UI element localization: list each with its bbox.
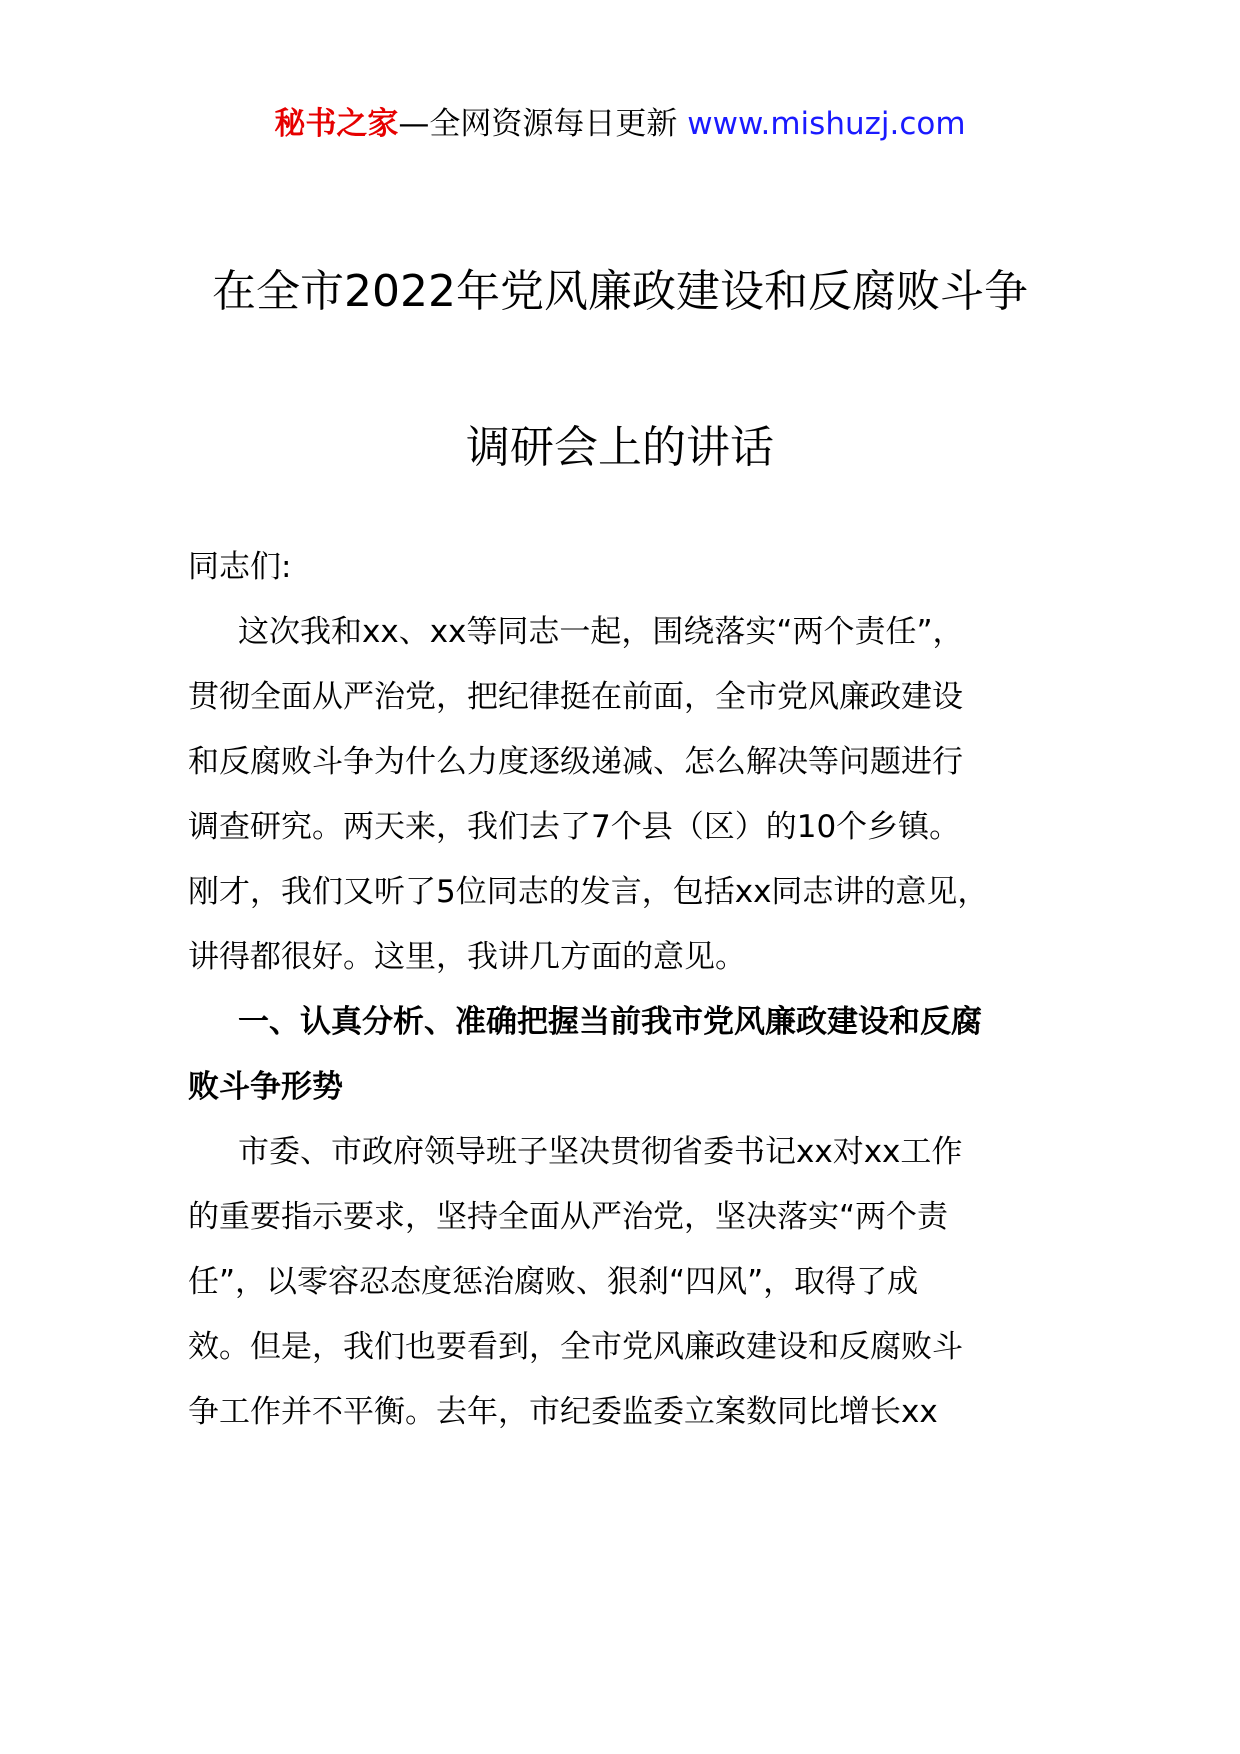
document-body xyxy=(188,535,1088,1445)
paragraph-line: 和反腐败斗争为什么力度逐级递减、怎么解决等问题进行 xyxy=(188,744,963,780)
section-heading-line: 败斗争形势 xyxy=(188,1069,343,1105)
brand-name: 秘书之家 xyxy=(274,106,399,142)
paragraph-line: 刚才，我们又听了5位同志的发言，包括xx同志讲的意见， xyxy=(188,874,989,910)
paragraph-line: 的重要指示要求，坚持全面从严治党，坚决落实“两个责 xyxy=(188,1199,949,1235)
paragraph-line: 市委、市政府领导班子坚决贯彻省委书记xx对xx工作 xyxy=(238,1134,963,1170)
paragraph-line: 效。但是，我们也要看到，全市党风廉政建设和反腐败斗 xyxy=(188,1329,963,1365)
document-title-line-1: 在全市2022年党风廉政建设和反腐败斗争 xyxy=(212,266,1028,317)
section-heading-line: 一、认真分析、准确把握当前我市党风廉政建设和反腐 xyxy=(238,1004,982,1040)
salutation: 同志们: xyxy=(188,549,292,585)
paragraph-line: 讲得都很好。这里，我讲几方面的意见。 xyxy=(188,939,746,975)
site-url[interactable]: www.mishuzj.com xyxy=(687,106,966,142)
header-tagline: —全网资源每日更新 xyxy=(398,106,688,142)
paragraph-line: 任”，以零容忍态度惩治腐败、狠刹“四风”，取得了成 xyxy=(188,1264,919,1300)
paragraph-line: 这次我和xx、xx等同志一起，围绕落实“两个责任”， xyxy=(238,614,964,650)
paragraph-line: 调查研究。两天来，我们去了7个县（区）的10个乡镇。 xyxy=(188,809,961,845)
paragraph-line: 争工作并不平衡。去年，市纪委监委立案数同比增长xx xyxy=(188,1394,938,1430)
site-header xyxy=(0,100,1240,148)
paragraph-line: 贯彻全面从严治党，把纪律挺在前面，全市党风廉政建设 xyxy=(188,679,963,715)
document-title-line-2: 调研会上的讲话 xyxy=(466,422,774,473)
